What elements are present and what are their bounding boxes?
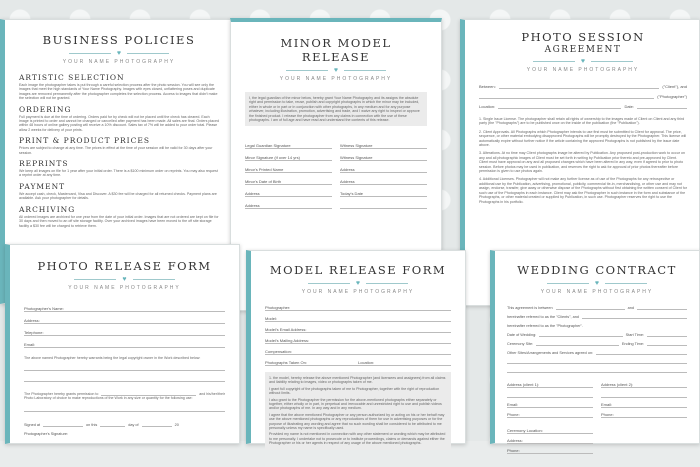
brand-name: YOUR NAME PHOTOGRAPHY: [526, 67, 640, 73]
page-subtitle: AGREEMENT: [544, 45, 622, 55]
signed-at-label: Signed at: [24, 422, 41, 427]
brand-divider: [245, 67, 427, 74]
witness-signature-field[interactable]: Witness Signature: [340, 138, 427, 149]
section-heading: ARCHIVING: [19, 204, 76, 214]
clause: 1. the model, hereby release the above mentioned Photographer (and licensees and assignees) from all claims and liability relating to images, video or photographs taken of me.: [269, 376, 446, 385]
other-services-field[interactable]: [596, 354, 687, 355]
photographer-label: ("Photographer"): [657, 94, 687, 99]
section-text: All ordered images are archived for one year from the date of your initial order. Images that are not ordered are kept on file for 30 days and then moved to an off site storage facility. Over your archived images have been moved to the off site storage facility a $30 fee will be charged to retrieve them.: [19, 214, 219, 228]
brand-divider: [19, 50, 219, 57]
permission-label: The Photographer hereby grants permission to: [24, 392, 99, 397]
section-heading: ARTISTIC SELECTION: [19, 73, 125, 82]
clause: 2. Client Approvals. All Photographs which Photographer intends to use first must be submitted to Client for approval. The price, sequence, or other material embodying disapproved Photographs will be promptly destroyed by the Photographer. This license will automatically expire without further notice if the article containing the approved Photographs is not published by the issue date above.: [479, 129, 687, 148]
brand-name: YOUR NAME PHOTOGRAPHY: [68, 285, 181, 291]
work-description-field[interactable]: [24, 371, 225, 382]
release-clauses-box: [265, 372, 451, 450]
telephone-field[interactable]: Telephone:: [24, 325, 225, 336]
page-title: BUSINESS POLICIES: [42, 33, 196, 47]
wedding-date-field[interactable]: [539, 336, 622, 337]
client1-field[interactable]: [556, 309, 625, 310]
brand-name: YOUR NAME PHOTOGRAPHY: [62, 59, 176, 65]
page-title: MINOR MODEL RELEASE: [280, 36, 392, 64]
section-text: Each image the photographer takes is put through a careful selection process after the photo session. You will see only the images that meet the high standards of Your Name Photography. Images with eyes closed, unflattering poses and duplicate images are removed permanently after the photographer completes the selection process. Access to images that didn't make the selection will not be granted.: [19, 83, 218, 101]
location-label: Location:: [479, 104, 496, 109]
address-field[interactable]: Address: [340, 162, 427, 173]
model-release-form-sheet: [246, 250, 466, 444]
heart-icon: ♥: [355, 280, 361, 287]
on-label: on this: [86, 422, 98, 427]
ceremony-location-field[interactable]: Ceremony Location:: [507, 425, 593, 434]
brand-divider: [507, 280, 687, 287]
ceremony-site-field[interactable]: [536, 345, 619, 346]
email-field[interactable]: Email:: [24, 337, 225, 348]
client2-field[interactable]: [637, 309, 687, 310]
heart-icon: ♥: [580, 58, 586, 65]
release-text-box: [245, 92, 427, 126]
model-email-field[interactable]: Model's Email Address:: [265, 323, 451, 333]
photographer-name-field[interactable]: [479, 98, 654, 99]
clause: I agree that the above mentioned Photographer or any person authorized by or acting on his or her behalf may use the above mentioned photographs or any reproductions of them for use in advertising purposes or for the purpose of illustrating any wording and agree that no such wording shall be considered to be attributed to me personally unless my name is specifically used.: [269, 412, 445, 431]
clause: Provided my name is not mentioned in connection with any other statement or wording which may be attributed to me personally. I undertake not to prosecute or to institute proceedings, claims or demands against either the Photographer or his or her agents in respect of any usage of the above mentioned photographs.: [269, 432, 446, 446]
signature-fields: [245, 138, 427, 210]
client-label: ("Client"), and: [662, 84, 687, 89]
photographs-taken-field[interactable]: Photographs Taken On: Location:: [265, 356, 451, 366]
address-field[interactable]: Address: [340, 174, 427, 185]
client2-address-line[interactable]: [601, 389, 687, 398]
photo-release-form-sheet: [5, 244, 240, 444]
section-text: Prices are subject to change at any time. The prices in effect at the time of your session will be valid for 30 days after your session.: [19, 146, 213, 155]
model-fields: [265, 301, 451, 366]
clause: 1. Single Issue License. The photographer shall retain all rights of ownership to the images made of Client on Client and any third party (the "Photographs") are to be published once on the inside of the publication (the "Publication").: [479, 117, 685, 126]
model-field[interactable]: Model:: [265, 312, 451, 322]
policy-sections: [19, 73, 219, 228]
client1-email-field[interactable]: Email:: [507, 399, 593, 408]
use-clause: Photo Laboratory of choice to make reproductions of the Work in any size or quantity for the following use:: [24, 396, 193, 401]
brand-name: YOUR NAME PHOTOGRAPHY: [279, 76, 393, 82]
brand-divider: [265, 280, 451, 287]
between-label: Between:: [479, 84, 496, 89]
section-text: We keep all images on file for 1 year after your initial order. There is a $100 minimum order on reprints. You may also request a reprint order at any time.: [19, 169, 218, 178]
client2-address-field[interactable]: Address (client 2):: [601, 379, 687, 388]
brand-name: YOUR NAME PHOTOGRAPHY: [540, 289, 654, 295]
photographer-name-field[interactable]: Photographer's Name:: [24, 301, 225, 312]
client2-email-field[interactable]: Email:: [601, 399, 687, 408]
address-field[interactable]: Address:: [24, 313, 225, 324]
clause: 3. Alterations. At no time may Client photographs image be altered by Publication. Any proposed post-production work to occur on any and all photographic images of Client must be set forth in writing by Publication prior thereto and pre-approved by Client. Client must have approval on any and all proposed changes which have been altered in any way, even if agreed to prior to photo session. Before photos may be used in publication, and reserves the right to ask for approval of prior photos thereafter before permission is given to use photos again.: [479, 151, 685, 174]
client2-phone-field[interactable]: Phone:: [601, 409, 687, 418]
permission-label-end: and his/her/their: [199, 392, 225, 397]
heart-icon: ♥: [333, 67, 339, 74]
signed-at-field[interactable]: [43, 426, 83, 427]
section-text: Full payment is due at the time of ordering. Orders paid for by check will not be placed until the check has cleared. Each image is printed to order and cannot be changed or cancelled after payment has been made. All sales are final. Orders placed within 48 hours of online gallery posting will receive a 10% discount. Sales tax of 7% will be added to your order total. Please allow 2 weeks for delivery of your prints.: [19, 114, 219, 132]
day-label: day of: [128, 422, 139, 427]
page-title: PHOTO RELEASE FORM: [37, 259, 212, 273]
use-field[interactable]: [24, 401, 225, 412]
heart-icon: ♥: [122, 276, 127, 283]
model-mailing-address-field[interactable]: Model's Mailing Address:: [265, 334, 451, 344]
ceremony-address-field[interactable]: Address:: [507, 435, 593, 444]
client1-address-line[interactable]: [507, 389, 593, 398]
brand-name: YOUR NAME PHOTOGRAPHY: [301, 289, 415, 295]
day-field[interactable]: [100, 426, 125, 427]
clause: I grant full copyright of the photographs taken of me to Photographer, together with the right of reproduction without limits.: [269, 386, 440, 396]
address-field[interactable]: Address: [245, 186, 332, 197]
start-time-field[interactable]: [647, 336, 687, 337]
clause: 4. Additional Licenses. Photographer will not make any further license as of use of the Photographs for any retrospective or additional use by the Publication, advertising, promotional, publicity, commercial tie-in, merchandising, or other use and may not assign, endorse, transfer, give away or otherwise dispose of the Photographs without first obtaining the written consent of Client for such use of the Photographs in each instance. Client may ask the Photographer in such instance in the form and substance of the Photographs, or other material created or supplied by Publication, in such use. Photographer reserves the right to use the Photographs in his portfolio.: [479, 177, 687, 204]
page-title: MODEL RELEASE FORM: [269, 263, 447, 277]
client-name-field[interactable]: [499, 88, 660, 89]
date-field[interactable]: [637, 108, 687, 109]
other-services-field[interactable]: [507, 364, 687, 373]
blank-field[interactable]: [340, 198, 427, 209]
section-heading: PAYMENT: [19, 181, 66, 191]
client1-address-field[interactable]: Address (client 1):: [507, 379, 593, 388]
party-fields: [479, 79, 687, 109]
other-services-field[interactable]: [507, 355, 687, 364]
release-text: I, the legal guardian of the minor below, hereby grant Your Name Photography and its assigns the absolute right and permission to take, reuse, publish and copyright photographs in which the minor may be included, either in whole or in part or in conjunction with other photographs, in any medium and for any purpose whatever, including illustration, promotion, advertising and trade, and I waive any right to inspect or approve the finished product. I release the photographer from any claims in connection with the use of these photographs. I am of full age and have read and understand the contents of this release.: [249, 96, 420, 123]
client1-phone-field[interactable]: Phone:: [507, 409, 593, 418]
page-title: PHOTO SESSION: [521, 30, 645, 44]
contact-fields: [24, 301, 225, 348]
todays-date-field[interactable]: Today's Date: [340, 186, 427, 197]
ceremony-phone-field[interactable]: Phone:: [507, 445, 593, 454]
photographer-field[interactable]: Photographer:: [265, 301, 451, 311]
agreement-clauses: [479, 117, 687, 204]
date-label: Date:: [624, 104, 634, 109]
brand-divider: [479, 58, 687, 65]
guardian-signature-field[interactable]: Legal Guardian Signature: [245, 138, 332, 149]
heart-icon: ♥: [594, 280, 600, 287]
work-description-field[interactable]: [24, 360, 225, 371]
photographer-name-field[interactable]: [582, 318, 687, 319]
minor-signature-field[interactable]: Minor Signature (if over 14 yrs): [245, 150, 332, 161]
minor-name-field[interactable]: Minor's Printed Name: [245, 162, 332, 173]
section-text: We accept cash, check, Mastercard, Visa and Discover. A $30 fee will be charged for all returned checks. Payment plans are available. Ask your photographer for details.: [19, 191, 217, 201]
section-heading: ORDERING: [19, 104, 72, 114]
ending-time-field[interactable]: [647, 345, 687, 346]
copyright-clause: The above named Photographer hereby warrants being the legal copyright owner in the Work described below:: [24, 356, 201, 360]
month-field[interactable]: [142, 426, 172, 427]
location-field[interactable]: [498, 108, 621, 109]
signature-label: Photographer's Signature:: [24, 431, 68, 436]
page-title: WEDDING CONTRACT: [517, 263, 677, 277]
witness-signature-field[interactable]: Witness Signature: [340, 150, 427, 161]
address-field[interactable]: Address: [245, 198, 332, 209]
section-heading: REPRINTS: [19, 159, 69, 169]
brand-divider: [24, 276, 225, 283]
clause: I also grant to the Photographer the permission for the above-mentioned photographs either separately or together, either wholly or in part, in perpetual and irrevocable and unrestricted right to use and publish videos and/or photographs of me. In any way and in any medium.: [269, 397, 442, 411]
minor-dob-field[interactable]: Minor's Date of Birth: [245, 174, 332, 185]
wedding-contract-sheet: [490, 250, 700, 453]
wedding-fields: This agreement is between and hereinafter referred to as the "Clients", and hereinafter referred to as the "Photographer". Date of Wedding: Start Time: Ceremony Site: Ending Time: Other Sites/Arrangements and Services agreed on: Address (client 1): Email: Phone: Address (client 2): Email: Phone: Ceremony Location: Address: Phone:: [507, 301, 687, 454]
compensation-field[interactable]: Compensation:: [265, 345, 451, 355]
section-heading: PRINT & PRODUCT PRICES: [19, 136, 150, 146]
heart-icon: ♥: [116, 50, 122, 57]
year-label: 20: [174, 422, 179, 427]
